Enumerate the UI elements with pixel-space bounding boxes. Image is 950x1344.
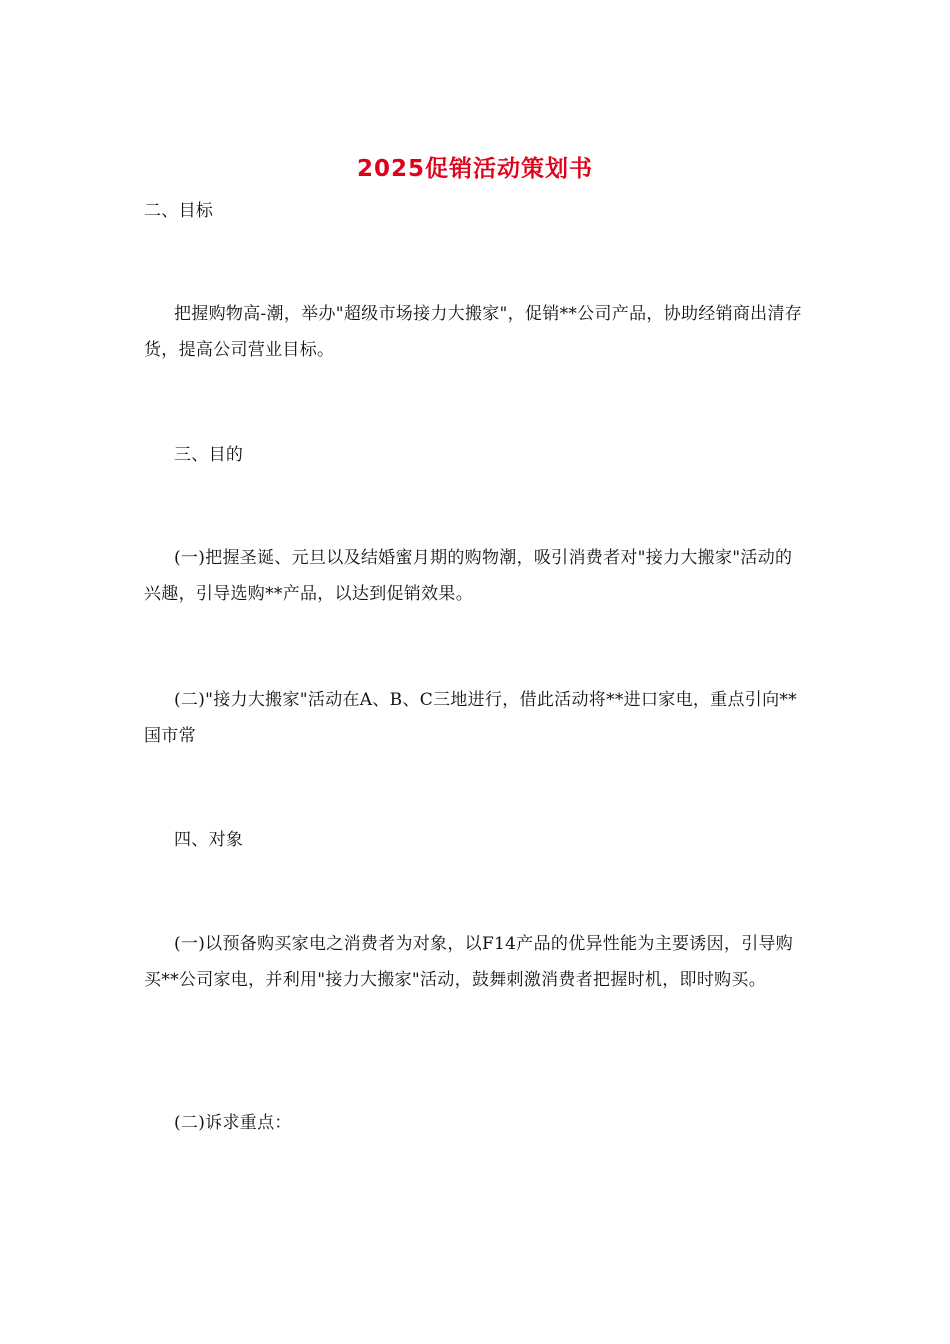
heading-purpose: 三、目的 — [174, 445, 244, 465]
heading-goal: 二、目标 — [144, 201, 214, 221]
paragraph-target-1: (一)以预备购买家电之消费者为对象，以F14产品的优异性能为主要诱因，引导购买**公司家电，并利用"接力大搬家"活动，鼓舞刺激消费者把握时机，即时购买。 — [144, 934, 794, 990]
document-title: 2025促销活动策划书 — [356, 156, 593, 182]
paragraph-purpose-2: (二)"接力大搬家"活动在A、B、C三地进行，借此活动将**进口家电，重点引向**国市常 — [144, 690, 797, 746]
paragraph-goal: 把握购物高-潮，举办"超级市场接力大搬家"，促销**公司产品，协助经销商出清存货，提高公司营业目标。 — [144, 304, 803, 360]
paragraph-target-2: (二)诉求重点： — [174, 1113, 292, 1133]
paragraph-purpose-1: (一)把握圣诞、元旦以及结婚蜜月期的购物潮，吸引消费者对"接力大搬家"活动的兴趣，引导选购**产品，以达到促销效果。 — [144, 548, 793, 604]
heading-target: 四、对象 — [174, 830, 244, 850]
